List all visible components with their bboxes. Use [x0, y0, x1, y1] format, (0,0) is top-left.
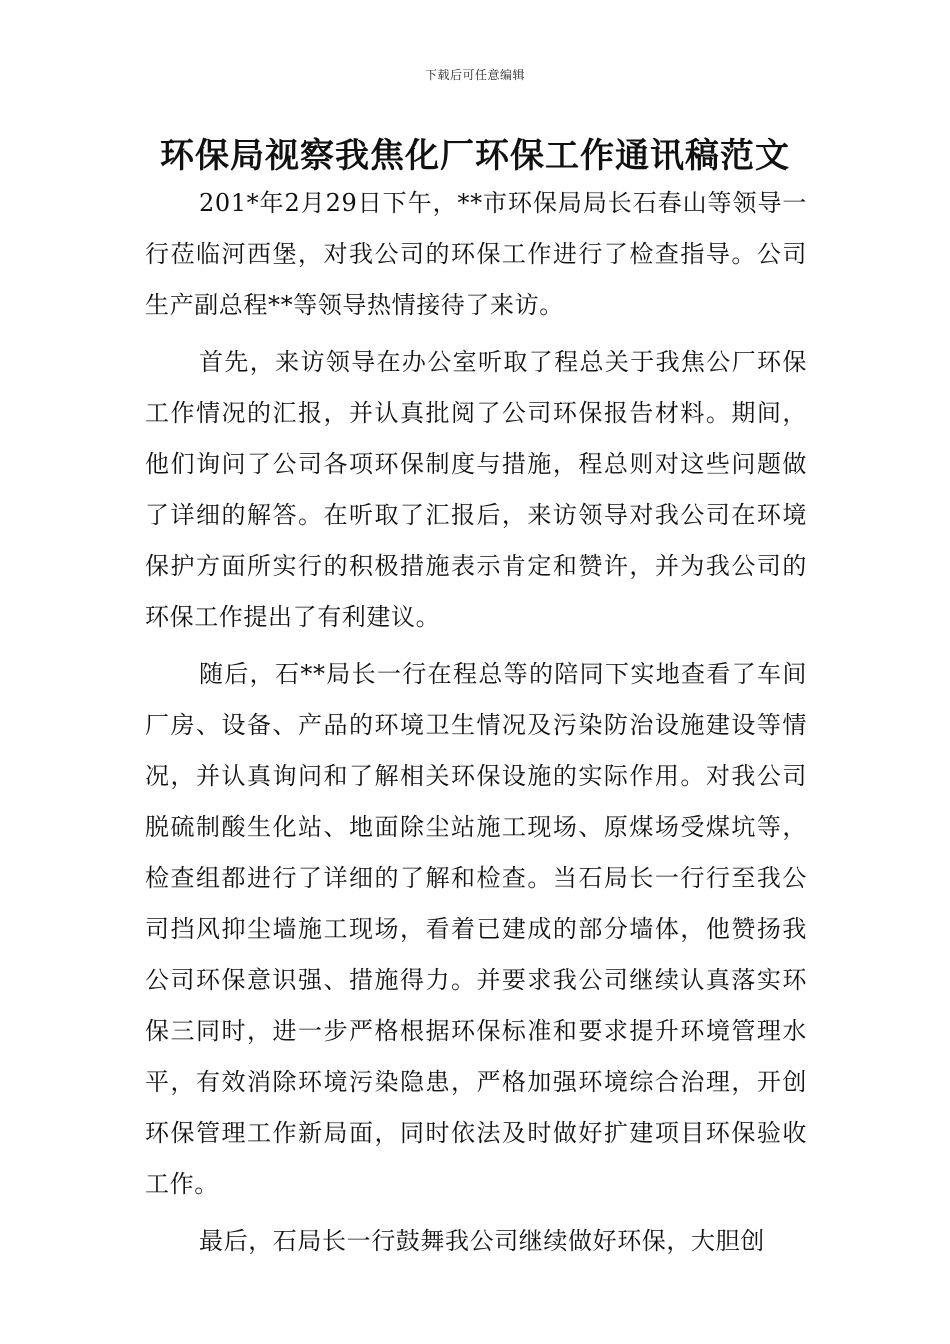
document-title: 环保局视察我焦化厂环保工作通讯稿范文 [160, 136, 790, 176]
paragraph: 首先，来访领导在办公室听取了程总关于我焦公厂环保工作情况的汇报，并认真批阅了公司环保报告材料。期间，他们询问了公司各项环保制度与措施，程总则对这些问题做了详细的解答。在听取了汇报后，来访领导对我公司在环境保护方面所实行的积极措施表示肯定和赞许，并为我公司的环保工作提出了有利建议。 [145, 348, 807, 631]
document-body [145, 178, 807, 1273]
paragraph: 最后，石局长一行鼓舞我公司继续做好环保，大胆创 [199, 1227, 765, 1255]
paragraph: 201*年2月29日下午，**市环保局局长石春山等领导一行莅临河西堡，对我公司的环保工作进行了检查指导。公司生产副总程**等领导热情接待了来访。 [145, 189, 807, 319]
header-note: 下载后可任意编辑 [424, 68, 525, 82]
paragraph: 随后，石**局长一行在程总等的陪同下实地查看了车间厂房、设备、产品的环境卫生情况及污染防治设施建设等情况，并认真询问和了解相关环保设施的实际作用。对我公司脱硫制酸生化站、地面除尘站施工现场、原煤场受煤坑等，检查组都进行了详细的了解和检查。当石局长一行行至我公司挡风抑尘墙施工现场，看着已建成的部分墙体，他赞扬我公司环保意识强、措施得力。并要求我公司继续认真落实环保三同时，进一步严格根据环保标准和要求提升环境管理水平，有效消除环境污染隐患，严格加强环境综合治理，开创环保管理工作新局面，同时依法及时做好扩建项目环保验收工作。 [145, 660, 807, 1198]
